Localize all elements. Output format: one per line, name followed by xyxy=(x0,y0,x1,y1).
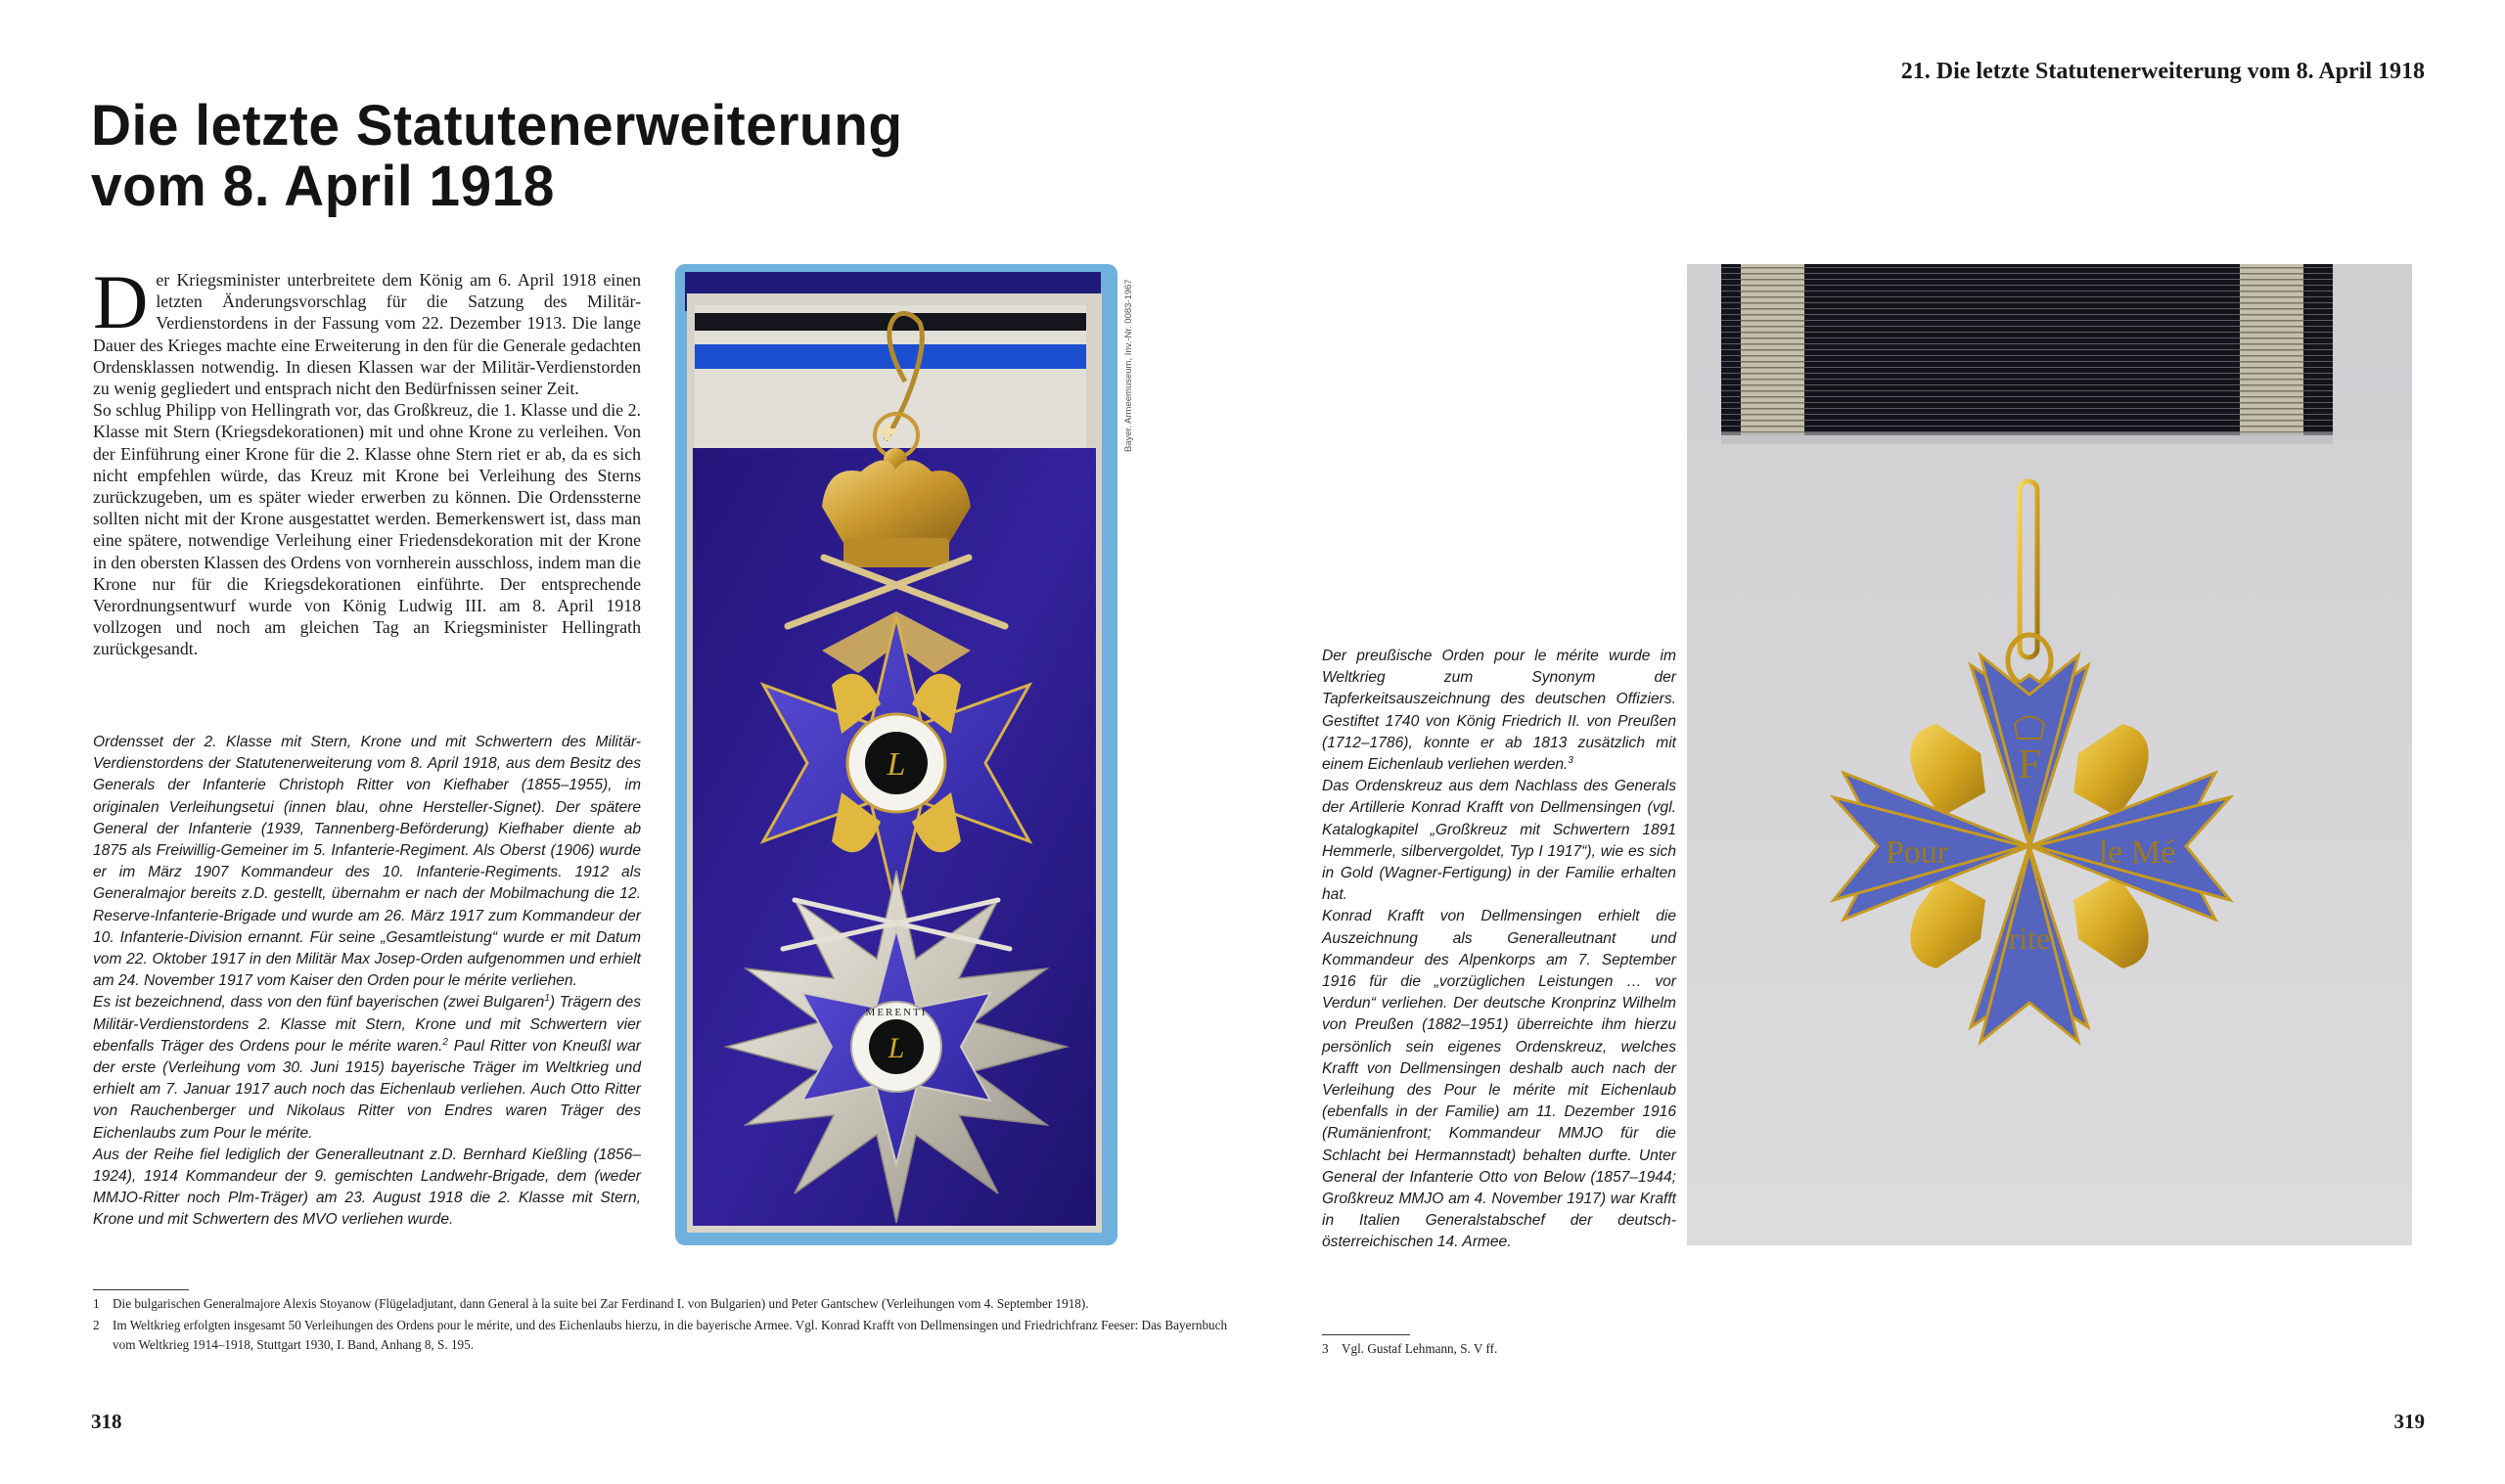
photo-credit: Bayer. Armeemuseum, Inv.-Nr. 0083-1967 xyxy=(1123,279,1134,452)
body-text xyxy=(93,259,641,660)
page-number-left: 318 xyxy=(91,1410,122,1433)
running-head: 21. Die letzte Statutenerweiterung vom 8. April 1918 xyxy=(1900,59,2425,84)
drop-cap: D xyxy=(93,259,149,344)
photo-caption-left xyxy=(93,732,641,1232)
caption-paragraph: Konrad Krafft von Dellmensingen erhielt die Auszeichnung als Generalleutnant und Kommandeur des Alpenkorps am 7. September 1916 für die „vorzüglichen Leistungen … vor Verdun“ verliehen. Der deutsche Kronprinz Wilhelm von Preußen (1882–1951) überreichte ihm hierzu persönlich sein eigenes Ordenskreuz, welches Krafft von Dellmensingen deshalb auch nach der Verleihung des Pour le mérite mit Eichenlaub (ebenfalls in der Familie) am 11. Dezember 1916 (Rumänienfront; Kommandeur MMJO für die Schlacht bei Hermannstadt) behalten durfte. Unter General der Infanterie Otto von Below (1857–1944; Großkreuz MMJO am 4. November 1917) war Krafft in Italien Generalstabschef der deutsch-österreichischen 14. Armee. xyxy=(1322,908,1676,1251)
footnote-1 xyxy=(93,1294,1248,1314)
page-number-right: 319 xyxy=(2393,1410,2425,1433)
pour-le-merite-photo xyxy=(1687,264,2412,1245)
footnote-ref-3[interactable]: 3 xyxy=(1568,754,1573,766)
svg-text:L: L xyxy=(887,746,906,783)
ribbon-bar xyxy=(1721,264,2333,444)
medal-inscription: MERENTI xyxy=(865,1007,928,1018)
chapter-title xyxy=(91,96,1050,217)
footnotes-right xyxy=(1322,1339,1909,1359)
cross-text-left: Pour xyxy=(1885,834,1949,871)
caption-paragraph: Es ist bezeichnend, dass von den fünf bayerischen (zwei Bulgaren$^1$) Trägern des Militär-Verdienstordens 2. Klasse mit Stern, Krone und mit Schwertern vier ebenfalls Träger des Ordens pour le mérite waren.$^2$ Paul Ritter von Kneußl war der erste (Verleihung vom 30. Juni 1915) bayerische Träger im Weltkrieg und erhielt am 7. Januar 1917 auch noch das Eichenlaub verliehen. Auch Otto Ritter von Rauchenberger und Nikolaus Ritter von Endres waren Träger des Eichenlaubs zum Pour le mérite. xyxy=(93,993,641,1142)
caption-paragraph: Ordensset der 2. Klasse mit Stern, Krone und mit Schwertern des Militär-Verdienstordens der Statutenerweiterung vom 8. April 1918, aus dem Besitz des Generals der Infanterie Christoph Ritter von Kiefhaber (1855–1955), im originalen Verleihungsetui (innen blau, ohne Hersteller-Signet). Der spätere General der Infanterie (1939, Tannenberg-Beförderung) Kiefhaber diente ab 1875 als Freiwillig-Gemeiner im 5. Infanterie-Regiment. Als Oberst (1906) wurde er im März 1907 Kommandeur des 10. Infanterie-Regiments. 1912 als Generalmajor bereits z.D. gestellt, übernahm er nach der Mobilmachung die 12. Reserve-Infanterie-Brigade und wurde am 26. März 1917 zum Kommandeur der 10. Infanterie-Division ernannt. Für seine „Gesamtleistung“ wurde er mit Datum vom 22. Oktober 1917 in den Militär Max Josep-Orden aufgenommen und erhielt am 24. November 1917 vom Kaiser den Orden pour le mérite verliehen. xyxy=(93,734,641,990)
footnote-text: Vgl. Gustaf Lehmann, S. V ff. xyxy=(1342,1341,1498,1356)
chapter-title-line1: Die letzte Statutenerweiterung xyxy=(91,94,903,157)
caption-paragraph: Das Ordenskreuz aus dem Nachlass des Generals der Artillerie Konrad Krafft von Dellmensingen (vgl. Katalogkapitel „Großkreuz mit Schwertern 1891 Hemmerle, silbervergoldet, Typ I 1917“), wie es sich in Gold (Wagner-Fertigung) in der Familie erhalten hat. xyxy=(1322,778,1676,904)
cross-text-bottom: rite xyxy=(2008,921,2051,956)
pour-le-merite-illustration xyxy=(1687,264,2412,1245)
caption-paragraph: Der preußische Orden pour le mérite wurde im Weltkrieg zum Synonym der Tapferkeitsauszeichnung des deutschen Offiziers. Gestiftet 1740 von König Friedrich II. von Preußen (1712–1786), konnte er ab 1813 zusätzlich mit einem Eichenlaub verliehen werden.$^3$ xyxy=(1322,648,1676,774)
footnote-text: Die bulgarischen Generalmajore Alexis Stoyanow (Flügeladjutant, dann General à la suite bei Zar Ferdinand I. von Bulgarien) und Peter Gantschew (Verleihungen vom 4. September 1918). xyxy=(113,1296,1089,1311)
svg-text:L: L xyxy=(888,1032,905,1064)
footnote-3 xyxy=(1322,1339,1909,1359)
caption-paragraph: Aus der Reihe fiel lediglich der Generalleutnant z.D. Bernhard Kießling (1856–1924), 1914 Kommandeur der 9. gemischten Landwehr-Brigade, dem (weder MMJO-Ritter noch Plm-Träger) am 23. August 1918 die 2. Klasse mit Stern, Krone und mit Schwertern des MVO verliehen wurde. xyxy=(93,1146,641,1229)
left-page xyxy=(0,0,1252,1484)
cross-text-right: le Mé xyxy=(2098,834,2176,871)
footnote-ref-1[interactable]: 1 xyxy=(544,993,550,1005)
footnote-number: 2 xyxy=(93,1318,100,1332)
right-page xyxy=(1252,0,2505,1484)
chapter-title-line2: vom 8. April 1918 xyxy=(91,155,555,218)
order-set-illustration xyxy=(675,264,1117,1245)
footnotes-left xyxy=(93,1294,1248,1355)
footnote-rule xyxy=(1322,1334,1410,1335)
footnote-ref-2[interactable]: 2 xyxy=(442,1036,448,1048)
photo-caption-right xyxy=(1322,646,1676,1254)
footnote-rule xyxy=(93,1289,189,1290)
cross-monogram: F xyxy=(2018,742,2041,787)
footnote-2 xyxy=(93,1316,1248,1355)
order-set-photo xyxy=(675,264,1117,1245)
body-paragraph: Der Kriegsminister unterbreitete dem König am 6. April 1918 einen letzten Änderungsvorschlag für die Satzung des Militär-Verdienstordens in der Fassung vom 22. Dezember 1913. Die lange Dauer des Krieges machte eine Erweiterung in den für die Generale gedachten Ordensklassen notwendig. In diesen Klassen war der Militär-Verdienstorden zu wenig gegliedert und entsprach nicht den Bedürfnissen seiner Zeit. xyxy=(93,259,641,399)
footnote-text: Im Weltkrieg erfolgten insgesamt 50 Verleihungen des Ordens pour le mérite, und des Eichenlaubs hierzu, in die bayerische Armee. Vgl. Konrad Krafft von Dellmensingen und Friedrichfranz Feeser: Das Bayernbuch vom Weltkrieg 1914–1918, Stuttgart 1930, I. Band, Anhang 8, S. 195. xyxy=(113,1318,1228,1352)
body-paragraph: So schlug Philipp von Hellingrath vor, das Großkreuz, die 1. Klasse und die 2. Klasse mit Stern (Kriegsdekorationen) mit und ohne Krone zu verleihen. Von der Einführung einer Krone für die 2. Klasse ohne Stern riet er ab, da es sich nicht empfehlen würde, das Kreuz mit Krone bei Verleihung des Sterns zurückzugeben, um es später wieder erwerben zu können. Die Ordenssterne sollten nicht mit der Krone ausgestattet werden. Bemerkenswert ist, dass man eine spätere, notwendige Verleihung einer Friedensdekoration mit der Krone in den obersten Klassen des Ordens von vornherein ausschloss, indem man die Krone nur für die Kriegsdekorationen einführte. Der entsprechende Verordnungsentwurf wurde von König Ludwig III. am 8. April 1918 vollzogen und noch am gleichen Tag an Kriegsminister Hellingrath zurückgesandt. xyxy=(93,400,641,659)
footnote-number: 3 xyxy=(1322,1341,1329,1356)
footnote-number: 1 xyxy=(93,1296,100,1311)
